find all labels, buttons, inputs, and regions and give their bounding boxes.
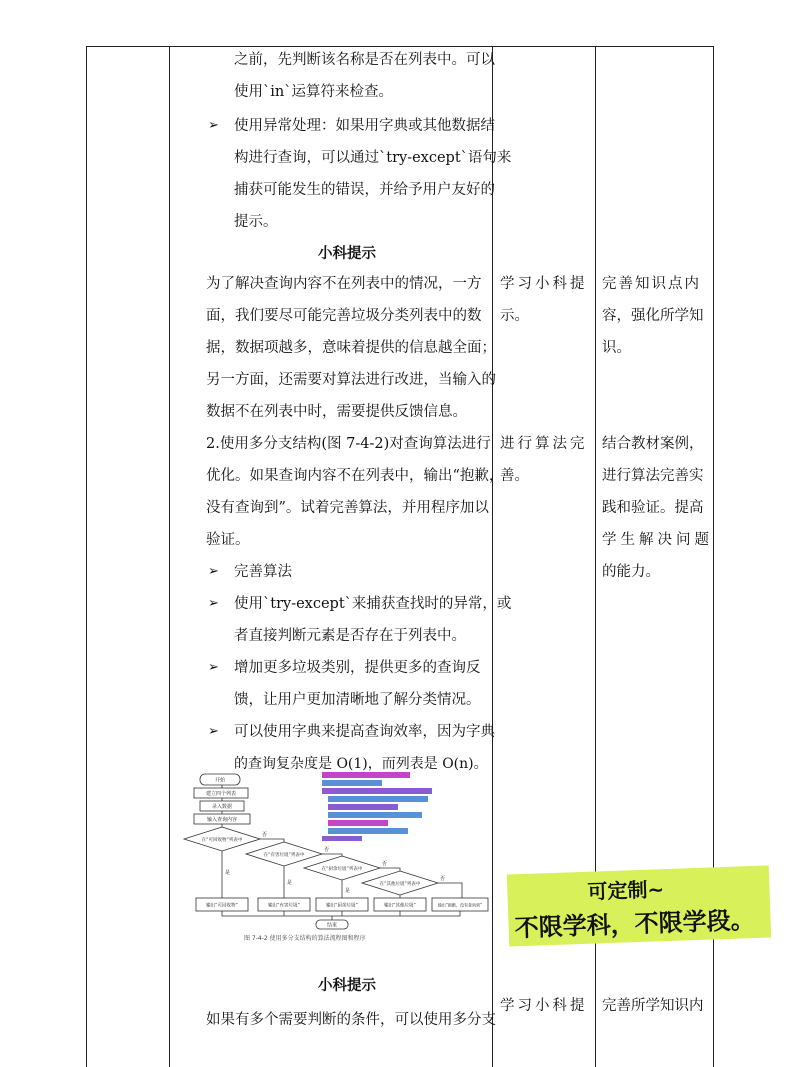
design-intent-text: 完善知识点内 [602, 276, 701, 292]
bullet-arrow-icon: ➢ [208, 118, 219, 133]
flow-no-label: 否 [440, 876, 446, 882]
paragraph-line: 为了解决查询内容不在列表中的情况，一方 [206, 276, 482, 292]
flow-yes-label: 是 [287, 880, 293, 886]
flow-start-label: 开始 [214, 777, 226, 784]
flow-output-label: 输出“厨余垃圾” [326, 903, 358, 909]
flow-decision-label: 在“有害垃圾”列表中 [263, 853, 305, 858]
flow-connector [222, 911, 460, 916]
flow-yes-label: 是 [345, 888, 351, 894]
text-line: 提示。 [234, 214, 278, 230]
flow-step-label: 输入查询内容 [206, 817, 238, 823]
flow-connector [438, 883, 462, 898]
design-intent-text: 的能力。 [602, 564, 660, 580]
paragraph-line: 没有查询到”。试着完善算法，并用程序加以 [206, 500, 489, 516]
student-activity-text: 示。 [500, 308, 529, 324]
paragraph-line: 据，数据项越多，意味着提供的信息越全面； [206, 340, 496, 356]
paragraph-line: 优化。如果查询内容不在列表中，输出“抱歉， [206, 468, 504, 484]
flow-no-label: 否 [324, 847, 330, 853]
text-line: 捕获可能发生的错误，并给予用户友好的 [234, 182, 495, 198]
bullet-arrow-icon: ➢ [208, 564, 219, 579]
flow-step-label: 录入数据 [211, 804, 233, 810]
bullet-text: 可以使用字典来提高查询效率，因为字典 [234, 724, 495, 740]
bullet-text: 增加更多垃圾类别，提供更多的查询反 [234, 660, 481, 676]
student-activity-text: 学习小科提 [500, 998, 588, 1014]
flow-connector [260, 839, 284, 842]
table-border-1 [86, 46, 87, 1067]
bullet-text: 者直接判断元素是否存在于列表中。 [234, 628, 466, 644]
paragraph-line: 2.使用多分支结构(图 7-4-2)对查询算法进行 [206, 436, 491, 452]
flow-no-label: 否 [382, 861, 388, 867]
flow-connector [322, 854, 342, 856]
bullet-arrow-icon: ➢ [208, 724, 219, 739]
promo-line-1: 可定制~ [587, 877, 665, 904]
bullet-arrow-icon: ➢ [208, 660, 219, 675]
bullet-text: 使用`try-except`来捕获查找时的异常，或 [234, 596, 512, 612]
flow-step-label: 建立四个列表 [205, 791, 237, 797]
flow-yes-label: 是 [225, 870, 231, 876]
paragraph-line: 面，我们要尽可能完善垃圾分类列表中的数 [206, 308, 482, 324]
paragraph-line: 另一方面，还需要对算法进行改进，当输入的 [206, 372, 496, 388]
bullet-text: 完善算法 [234, 564, 292, 580]
text-line: 使用`in`运算符来检查。 [234, 84, 393, 100]
flow-output-label: 输出“有害垃圾” [268, 903, 300, 909]
promo-sticker [507, 865, 771, 946]
flow-decision-label: 在“其他垃圾”列表中 [379, 882, 421, 887]
paragraph-line: 如果有多个需要判断的条件，可以使用多分支 [206, 1012, 496, 1028]
flow-no-label: 否 [262, 832, 268, 838]
design-intent-text: 容，强化所学知 [602, 308, 704, 324]
bullet-text: 的查询复杂度是 O(1)，而列表是 O(n)。 [234, 756, 488, 772]
paragraph-line: 验证。 [206, 532, 250, 548]
flow-output-label: 输出“可回收物” [206, 903, 238, 909]
flow-connector [380, 868, 400, 871]
section-heading: 小科提示 [318, 977, 376, 994]
student-activity-text: 进行算法完 [500, 436, 588, 452]
text-line: 之前，先判断该名称是否在列表中。可以 [234, 52, 495, 68]
bullet-arrow-icon: ➢ [208, 596, 219, 611]
flow-decision-label: 在“厨余垃圾”列表中 [321, 867, 363, 872]
design-intent-text: 学生解决问题 [602, 532, 713, 548]
flow-end-label: 结束 [326, 922, 338, 929]
table-border-2 [169, 46, 170, 1067]
text-line: 使用异常处理：如果用字典或其他数据结 [234, 118, 495, 134]
design-intent-text: 完善所学知识内 [602, 998, 704, 1014]
figure-caption: 图 7-4-2 使用多分支结构的算法流程图和程序 [244, 935, 366, 942]
student-activity-text: 善。 [500, 468, 529, 484]
flow-output-label: 输出“其他垃圾” [384, 903, 416, 909]
scratch-code-blocks [322, 772, 432, 841]
flow-decision-label: 在“可回收物”列表中 [201, 838, 243, 843]
text-line: 构进行查询，可以通过`try-except`语句来 [234, 150, 512, 166]
student-activity-text: 学习小科提 [500, 276, 588, 292]
paragraph-line: 数据不在列表中时，需要提供反馈信息。 [206, 404, 467, 420]
design-intent-text: 进行算法完善实 [602, 468, 704, 484]
section-heading: 小科提示 [318, 245, 376, 262]
design-intent-text: 结合教材案例， [602, 436, 704, 452]
design-intent-text: 识。 [602, 340, 631, 356]
design-intent-text: 践和验证。提高 [602, 500, 704, 516]
promo-line-2: 不限学科，不限学段。 [514, 905, 756, 943]
bullet-text: 馈，让用户更加清晰地了解分类情况。 [234, 692, 481, 708]
flowchart-figure [172, 770, 490, 945]
flow-output-label: 输出“抱歉，没有查询到” [437, 902, 483, 908]
